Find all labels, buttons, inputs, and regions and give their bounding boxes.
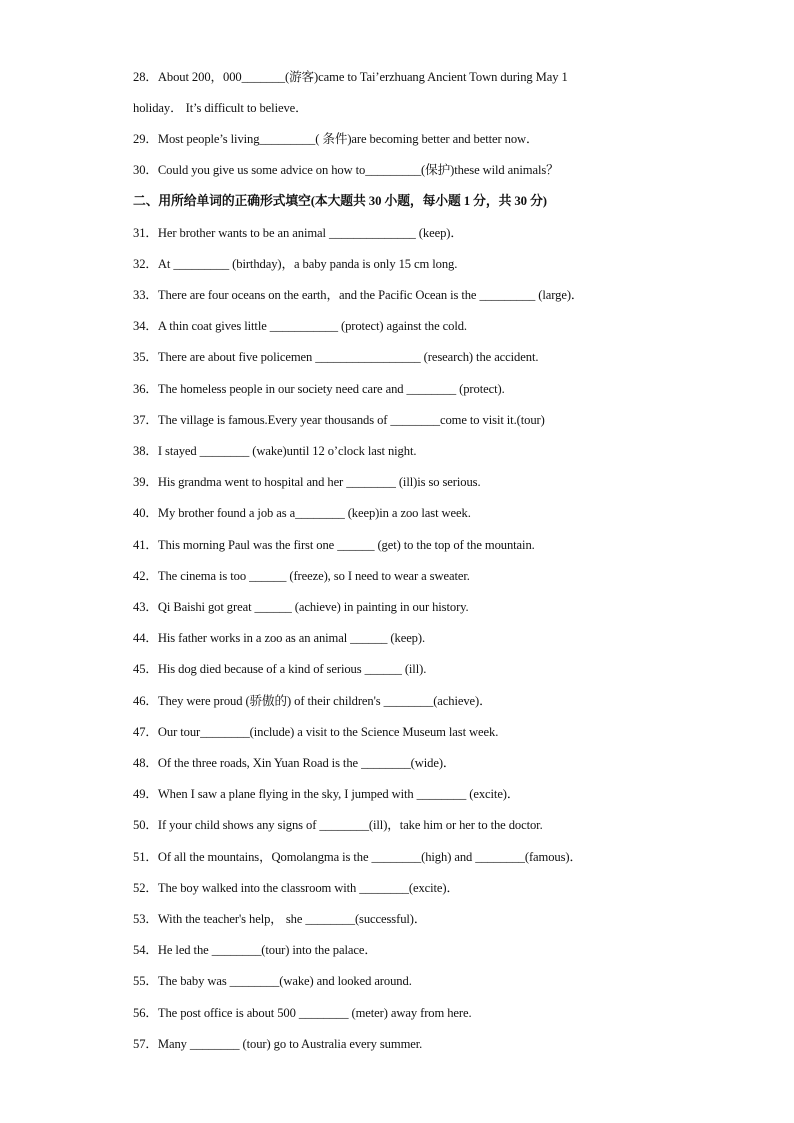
question-41: 41．This morning Paul was the first one ______ (get) to the top of the mountain.: [133, 538, 535, 552]
question-28-line-1: 28．About 200，000_______(游客)came to Tai’erzhuang Ancient Town during May 1: [133, 70, 568, 84]
question-32: 32．At _________ (birthday)，a baby panda is only 15 cm long.: [133, 257, 458, 271]
question-35: 35．There are about five policemen _________________ (research) the accident.: [133, 350, 539, 364]
question-52: 52．The boy walked into the classroom with ________(excite)．: [133, 881, 460, 895]
question-31: 31．Her brother wants to be an animal ______________ (keep)．: [133, 226, 463, 240]
question-48: 48．Of the three roads, Xin Yuan Road is the ________(wide)．: [133, 756, 456, 770]
question-51: 51．Of all the mountains，Qomolangma is the ________(high) and ________(famous)．: [133, 850, 583, 864]
question-47: 47．Our tour________(include) a visit to the Science Museum last week.: [133, 725, 499, 739]
question-43: 43．Qi Baishi got great ______ (achieve) in painting in our history.: [133, 600, 469, 614]
question-44: 44．His father works in a zoo as an animal ______ (keep).: [133, 631, 426, 645]
question-33: 33．There are four oceans on the earth，and the Pacific Ocean is the _________ (large)．: [133, 288, 584, 302]
question-39: 39．His grandma went to hospital and her ________ (ill)is so serious.: [133, 475, 481, 489]
question-57: 57．Many ________ (tour) go to Australia every summer.: [133, 1037, 423, 1051]
question-55: 55．The baby was ________(wake) and looked around.: [133, 974, 412, 988]
question-45: 45．His dog died because of a kind of serious ______ (ill).: [133, 662, 427, 676]
question-54: 54．He led the ________(tour) into the palace．: [133, 943, 377, 957]
question-50: 50．If your child shows any signs of ________(ill)，take him or her to the doctor.: [133, 818, 543, 832]
question-36: 36．The homeless people in our society need care and ________ (protect).: [133, 382, 505, 396]
question-29: 29．Most people’s living_________( 条件)are becoming better and better now．: [133, 132, 539, 146]
question-37: 37．The village is famous.Every year thousands of ________come to visit it.(tour): [133, 413, 545, 427]
question-56: 56．The post office is about 500 ________ (meter) away from here.: [133, 1006, 472, 1020]
question-53: 53．With the teacher's help， she ________(successful)．: [133, 912, 427, 926]
question-30: 30．Could you give us some advice on how to_________(保护)these wild animals？: [133, 163, 559, 177]
question-40: 40．My brother found a job as a________ (keep)in a zoo last week.: [133, 506, 471, 520]
question-42: 42．The cinema is too ______ (freeze), so I need to wear a sweater.: [133, 569, 470, 583]
section-heading: 二、用所给单词的正确形式填空(本大题共 30 小题，每小题 1 分，共 30 分): [133, 194, 547, 208]
question-34: 34．A thin coat gives little ___________ (protect) against the cold.: [133, 319, 467, 333]
question-46: 46．They were proud (骄傲的) of their children's ________(achieve)．: [133, 694, 492, 708]
question-38: 38．I stayed ________ (wake)until 12 o’clock last night.: [133, 444, 417, 458]
question-49: 49．When I saw a plane flying in the sky, I jumped with ________ (excite)．: [133, 787, 520, 801]
question-28-line-2: holiday． It’s difficult to believe．: [133, 101, 308, 115]
